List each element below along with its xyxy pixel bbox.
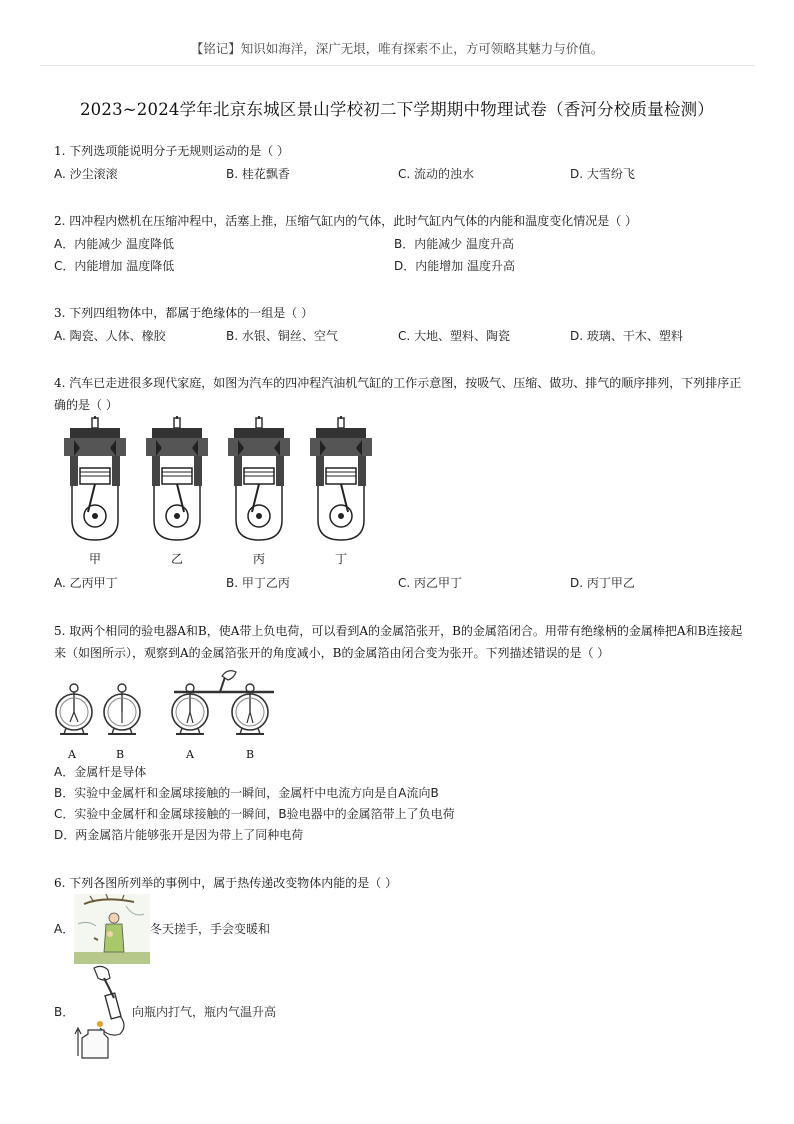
question-2-option-d[interactable]: D．内能增加 温度升高 — [394, 259, 516, 273]
question-4-option-c[interactable]: C. 丙乙甲丁 — [398, 576, 463, 590]
page-title: 2023~2024学年北京东城区景山学校初二下学期期中物理试卷（香河分校质量检测） — [79, 100, 714, 119]
header-divider — [40, 65, 754, 66]
figure-label-bing: 丙 — [253, 552, 266, 566]
question-1-option-a[interactable]: A. 沙尘滚滚 — [54, 167, 118, 181]
figure-label-yi: 乙 — [171, 552, 184, 566]
electroscope-label-a1: A — [68, 748, 76, 761]
rubbing-hands-picture — [74, 894, 150, 964]
engine-ding — [310, 416, 372, 540]
question-6-stem: 6. 下列各图所列举的事例中，属于热传递改变物体内能的是（ ） — [54, 876, 398, 890]
question-5-option-a[interactable]: A．金属杆是导体 — [54, 765, 147, 779]
figure-label-ding: 丁 — [335, 552, 348, 566]
question-3-option-c[interactable]: C. 大地、塑料、陶瓷 — [398, 329, 511, 343]
question-5-option-d[interactable]: D．两金属箔片能够张开是因为带上了同种电荷 — [54, 828, 304, 842]
engine-yi — [146, 416, 208, 540]
question-5-stem: 5. 取两个相同的验电器A和B，使A带上负电荷，可以看到A的金属箔张开，B的金属箔闭合。用带有绝缘柄的金属棒把A和B连接起来（如图所示），观察到A的金属箔张开的角度减小，B的金属箔由闭合变为张开。下列描述错误的是（ ） — [54, 624, 743, 660]
electroscope-label-a2: A — [186, 748, 194, 761]
hand-icon — [94, 966, 110, 980]
question-6-option-b[interactable]: B． — [54, 1005, 75, 1019]
question-2-option-a[interactable]: A．内能减少 温度降低 — [54, 237, 175, 251]
question-3-option-a[interactable]: A. 陶瓷、人体、橡胶 — [54, 329, 166, 343]
question-6-option-a[interactable]: A． — [54, 922, 75, 936]
question-5-option-b[interactable]: B．实验中金属杆和金属球接触的一瞬间，金属杆中电流方向是自A流向B — [54, 786, 439, 800]
question-4-option-d[interactable]: D. 丙丁甲乙 — [570, 576, 635, 590]
question-1-option-c[interactable]: C. 流动的浊水 — [398, 167, 475, 181]
engine-stroke-figure — [58, 416, 388, 546]
question-6-option-a-caption: 冬天搓手，手会变暖和 — [150, 922, 271, 936]
figure-label-jia: 甲 — [89, 552, 102, 566]
question-1-option-d[interactable]: D. 大雪纷飞 — [570, 167, 635, 181]
electroscope-a-before — [56, 684, 92, 734]
question-1-stem: 1. 下列选项能说明分子无规则运动的是（ ） — [54, 144, 290, 158]
question-2-option-b[interactable]: B．内能减少 温度升高 — [394, 237, 515, 251]
header-note: 【铭记】知识如海洋，深广无垠，唯有探索不止，方可领略其魅力与价值。 — [190, 41, 604, 56]
electroscope-b-before — [104, 684, 140, 734]
question-3-option-d[interactable]: D. 玻璃、干木、塑料 — [570, 329, 683, 343]
question-5-option-c[interactable]: C．实验中金属杆和金属球接触的一瞬间，B验电器中的金属箔带上了负电荷 — [54, 807, 455, 821]
question-2-option-c[interactable]: C．内能增加 温度降低 — [54, 259, 175, 273]
electroscope-label-b2: B — [246, 748, 255, 761]
question-6-option-b-caption: 向瓶内打气，瓶内气温升高 — [132, 1005, 277, 1019]
pump-bottle-picture — [74, 964, 134, 1060]
engine-bing — [228, 416, 290, 540]
question-3-option-b[interactable]: B. 水银、铜丝、空气 — [226, 329, 338, 343]
question-4-option-a[interactable]: A. 乙丙甲丁 — [54, 576, 118, 590]
question-1-option-b[interactable]: B. 桂花飘香 — [226, 167, 290, 181]
question-4-option-b[interactable]: B. 甲丁乙丙 — [226, 576, 290, 590]
question-4-stem: 4. 汽车已走进很多现代家庭，如图为汽车的四冲程汽油机气缸的工作示意图，按吸气、压缩、做功、排气的顺序排列，下列排序正确的是（ ） — [54, 376, 742, 412]
question-3-stem: 3. 下列四组物体中，都属于绝缘体的一组是（ ） — [54, 306, 314, 320]
question-2-stem: 2. 四冲程内燃机在压缩冲程中，活塞上推，压缩气缸内的气体，此时气缸内气体的内能和温度变化情况是（ ） — [54, 214, 638, 228]
electroscope-label-b1: B — [116, 748, 125, 761]
electroscope-figure — [50, 668, 280, 748]
engine-jia — [64, 416, 126, 540]
